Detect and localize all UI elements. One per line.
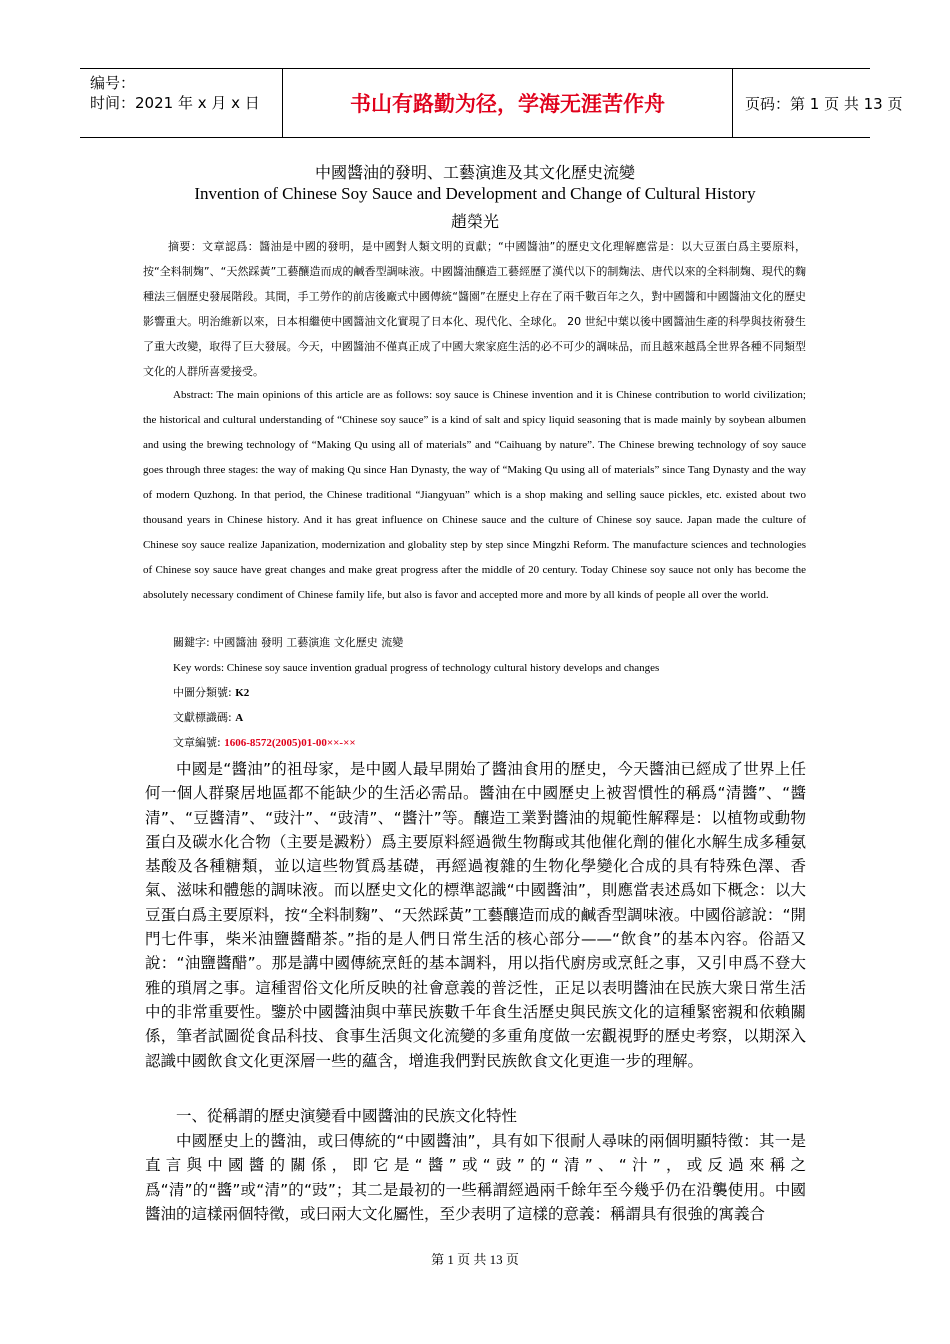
- title-english: Invention of Chinese Soy Sauce and Development and Change of Cultural History: [194, 184, 756, 203]
- header-info-cell: [80, 69, 282, 137]
- classification-line: [173, 686, 249, 700]
- author: 趙榮光: [450, 212, 499, 231]
- code-label: 编号：: [90, 74, 136, 92]
- body-paragraph-2: 中國歷史上的醬油，或曰傳統的“中國醬油”，具有如下很耐人尋味的兩個明顯特徵：其一是直言與中國醬的關係，即它是“醬”或“豉”的“清”、“汁”，或反過來稱之爲“清”的“醬”或“清”的“豉”；其二是最初的一些稱謂經過兩千餘年至今幾乎仍在沿襲使用。中國醬油的這樣兩個特徵，或曰兩大文化屬性，至少表明了這樣的意義：稱謂具有很強的寓義合: [145, 1132, 806, 1223]
- article-number-line: [173, 736, 356, 750]
- abstract-english: Abstract: The main opinions of this article are as follows: soy sauce is Chinese invention and it is Chinese contribution to world civilization; the historical and cultural understanding of “Chinese soy sauce” is a kind of salt and spicy liquid seasoning that is made mainly by soybean albumen and using the brewing technology of “Making Qu using all of materials” and “Caihuang by nature”. The Chinese brewing technology of soy sauce goes through three stages: the way of making Qu since Han Dynasty, the way of “Making Qu using all of materials” since Tang Dynasty and the way of modern Quzhong. In that period, the Chinese traditional “Jiangyuan” which is a shop making and selling sauce pickles, etc. existed about two thousand years in Chinese history. And it has great influence on Chinese sauce and the culture of Chinese soy sauce. Japan made the culture of Chinese soy sauce realize Japanization, modernization and globality step by step since Mingzhi Reform. The manufacture sciences and technologies of Chinese soy sauce have great changes and make great progress after the middle of 20 century. Today Chinese soy sauce not only has become the absolutely necessary condiment of Chinese family life, but also is favor and accepted more and more by all kinds of people all over the world.: [143, 389, 806, 601]
- keywords-chinese: 關鍵字: 中國醬油 發明 工藝演進 文化歷史 流變: [173, 636, 404, 649]
- article-number-value: 1606-8572(2005)01-00××-××: [224, 737, 356, 749]
- document-header: [80, 68, 903, 138]
- document-code-label: 文獻標識碼:: [173, 711, 232, 724]
- title-chinese: 中國醬油的發明、工藝演進及其文化歷史流變: [314, 163, 635, 182]
- section-heading-1: 一、從稱謂的歷史演變看中國醬油的民族文化特性: [176, 1107, 518, 1125]
- date-label: 时间：2021 年 x 月 x 日: [90, 94, 260, 112]
- header-page-label: 页码：第 1 页 共 13 页: [745, 94, 903, 113]
- classification-value: K2: [235, 687, 250, 699]
- keywords-english: Key words: Chinese soy sauce invention gradual progress of technology cultural history develops and changes: [173, 662, 660, 674]
- abstract-chinese: 摘要：文章認爲：醬油是中國的發明，是中國對人類文明的貢獻；“中國醬油”的歷史文化理解應當是：以大豆蛋白爲主要原料，按“全料制麹”、“天然踩黃”工藝釀造而成的鹹香型調味液。中國醬油釀造工藝經歷了漢代以下的制麹法、唐代以來的全料制麹、現代的麴種法三個歷史發展階段。其間，手工勞作的前店後廠式中國傳統“醬園”在歷史上存在了兩千數百年之久，對中國醬和中國醬油文化的歷史影響重大。明治維新以來，日本相繼使中國醬油文化實現了日本化、現代化、全球化。 20 世紀中葉以後中國醬油生產的科學與技術發生了重大改變，取得了巨大發展。今天，中國醬油不僅真正成了中國大衆家庭生活的必不可少的調味品，而且越來越爲全世界各種不同類型文化的人群所喜愛接受。: [143, 240, 806, 378]
- document-code-line: [173, 711, 243, 725]
- article-number-label: 文章編號:: [173, 736, 221, 749]
- body-paragraph-1: 中國是“醬油”的祖母家，是中國人最早開始了醬油食用的歷史，今天醬油已經成了世界上任何一個人群聚居地區都不能缺少的生活必需品。醬油在中國歷史上被習慣性的稱爲“清醬”、“醬清”、“豆醬清”、“豉汁”、“豉清”、“醬汁”等。釀造工業對醬油的規範性解釋是：以植物或動物蛋白及碳水化合物（主要是澱粉）爲主要原料經過微生物酶或其他催化劑的催化水解生成多種氨基酸及各種糖類，並以這些物質爲基礎，再經過複雜的生物化學變化合成的具有特殊色澤、香氣、滋味和體態的調味液。而以歷史文化的標準認識“中國醬油”，則應當表述爲如下概念：以大豆蛋白爲主要原料，按“全料制麴”、“天然踩黃”工藝釀造而成的鹹香型調味液。中國俗諺說：“開門七件事，柴米油鹽醬醋茶。”指的是人們日常生活的核心部分——“飲食”的基本內容。俗語又說：“油鹽醬醋”。那是講中國傳統烹飪的基本調料，用以指代廚房或烹飪之事，又引申爲不登大雅的瑣屑之事。這種習俗文化所反映的社會意義的普泛性，正足以表明醬油在民族大衆日常生活中的非常重要性。鑒於中國醬油與中華民族數千年食生活歷史與民族文化的這種緊密親和依賴關係，筆者試圖從食品科技、食事生活與文化流變的多重角度做一宏觀視野的歷史考察，以期深入認識中國飲食文化更深層一些的蘊含，增進我們對民族飲食文化更進一步的理解。: [145, 760, 806, 1070]
- header-motto: 书山有路勤为径，学海无涯苦作舟: [282, 69, 733, 137]
- document-code-value: A: [235, 712, 244, 724]
- classification-label: 中圖分類號:: [173, 686, 232, 699]
- page-footer: 第 1 页 共 13 页: [431, 1252, 519, 1267]
